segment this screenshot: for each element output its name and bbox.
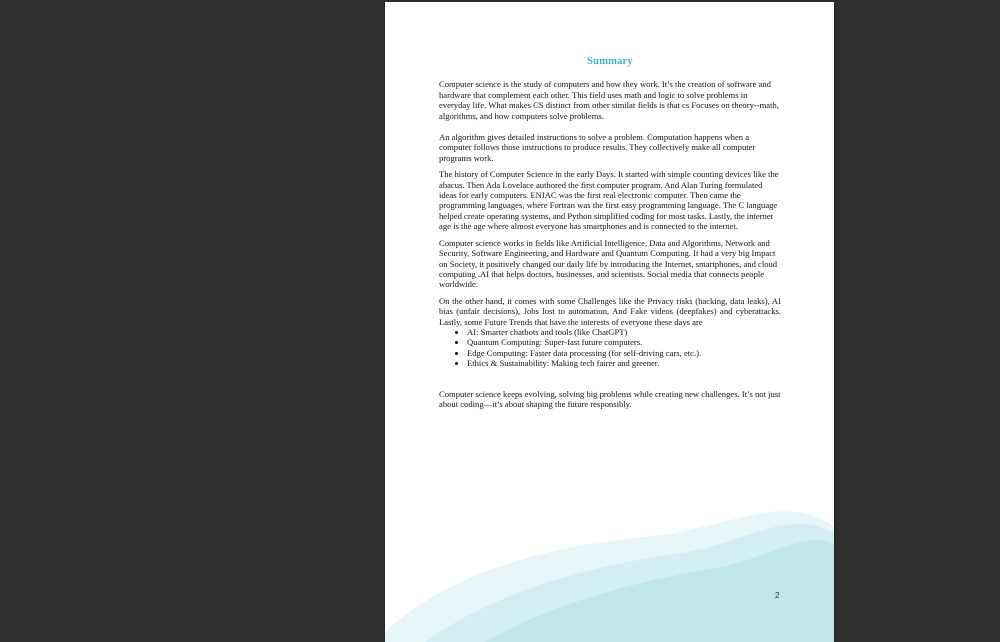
paragraph-fields: Computer science works in fields like Artificial Intelligence, Data and Algorithms, Network and Security, Software Engineering, and Hardware and Quantum Computing. It had a very big Impact on Society, it positively changed our daily life by introducing the Internet, smartphones, and cloud computing .AI that helps doctors, businesses, and scientists. Social media that connects people worldwide. — [439, 237, 778, 290]
document-body — [439, 57, 781, 415]
list-item: • Quantum Computing: Super-fast future computers. — [467, 337, 781, 347]
paragraph-intro: Computer science is the study of computers and how they work. It’s the creation of software and hardware that complement each other. This field uses math and logic to solve problems in everyday life. What makes CS distinct from other similar fields is that cs Focuses on theory--math, algorithms, and how computers solve problems. — [439, 79, 779, 121]
list-item: • Ethics & Sustainability: Making tech fairer and greener. — [467, 358, 781, 368]
paragraph-challenges: On the other hand, it comes with some Challenges like the Privacy risks (hacking, data leaks), AI bias (unfair decisions), Jobs lost to automation, And Fake videos (deepfakes) and cyberattacks. Lastly, some Future Trends that have the interests of everyone these days are — [439, 295, 781, 327]
paragraph-conclusion: Computer science keeps evolving, solving big problems while creating new challenges. It’s not just about coding—it’s about shaping the future responsibly. — [439, 388, 781, 409]
document-page — [385, 2, 834, 642]
future-trends-list — [439, 327, 781, 369]
paragraph-algorithm: An algorithm gives detailed instructions to solve a problem. Computation happens when a computer follows those instructions to produce results. They collectively make all computer programs work. — [439, 132, 756, 163]
paragraph-history: The history of Computer Science in the early Days. It started with simple counting devices like the abacus. Then Ada Lovelace authored the first computer program. And Alan Turing formulated ideas for early computers. ENIAC was the first real electronic computer. Then came the programming languages, where Fortran was the first easy programming language. The C language helped create operating systems, and Python simplified coding for most tasks. Lastly, the internet age is the age where almost everyone has smartphones and is connected to the internet. — [439, 169, 779, 232]
list-item: • AI: Smarter chatbots and tools (like ChatGPT) — [467, 327, 781, 337]
page-number: 2 — [775, 591, 780, 600]
page-title: Summary — [587, 56, 633, 67]
list-item: • Edge Computing: Faster data processing (for self-driving cars, etc.). — [467, 348, 781, 358]
